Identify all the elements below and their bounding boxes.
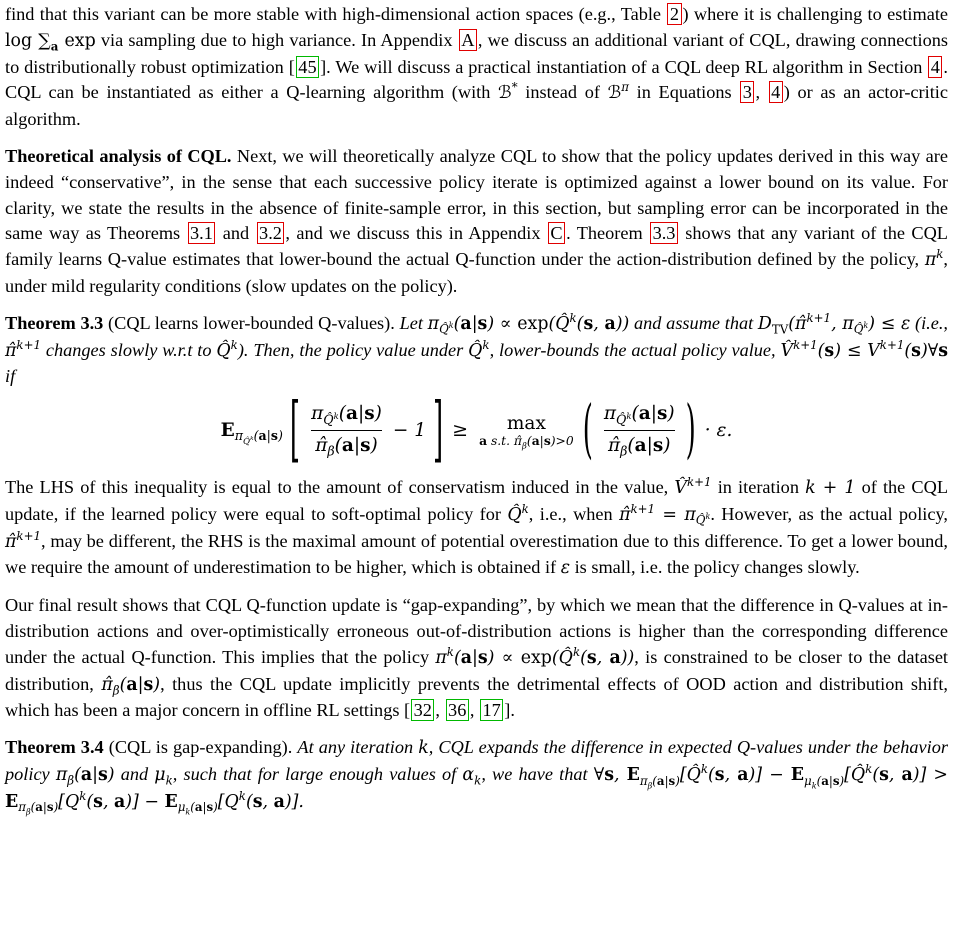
math-style-b: s <box>206 800 214 815</box>
math-inline: π̂$^{k+1}$ <box>5 528 41 552</box>
subscript: β <box>112 683 120 698</box>
text-segment: find that this variant can be more stable with high-dimensional action spaces (e.g., Table <box>5 4 667 24</box>
math-style-b: s <box>879 765 889 786</box>
math-style-b: a <box>273 791 285 812</box>
math-style-b: s <box>832 773 840 788</box>
math-style-b: s <box>270 428 278 444</box>
subscript: β <box>647 780 653 790</box>
fraction <box>307 402 386 459</box>
text-segment: of the CQL update, if the learned policy were equal to soft-optimal policy for <box>5 477 948 524</box>
math-style-b: a <box>531 433 540 449</box>
fraction-numerator: $\pi_{Q̂^k}(a|s)$ <box>603 403 675 427</box>
internal-ref-link[interactable]: 4 <box>928 56 942 78</box>
math-inline: $\pi_\beta(a|s)$ <box>55 765 115 788</box>
citation-link[interactable]: 32 <box>411 699 434 721</box>
superscript: k <box>572 645 581 660</box>
subscript: πβ(a|s) <box>639 773 680 790</box>
greater-equal-sign: ≥ <box>452 418 469 441</box>
max-condition: a s.t. $\pî_\beta(a|s)>0$ <box>479 433 574 451</box>
math-inline: $\log \sum_a$ exp <box>5 30 96 54</box>
text-segment: . Theorem <box>566 223 650 244</box>
math-style-b: a <box>345 403 358 425</box>
math-inline: Q̂$^k$ <box>216 337 238 361</box>
superscript: k+1 <box>793 337 818 352</box>
paragraph <box>5 475 948 582</box>
math-style-b: s <box>143 674 154 695</box>
math-style-b: s <box>583 313 594 334</box>
text-segment: (CQL is gap-expanding). <box>103 737 298 758</box>
text-segment: in iteration <box>711 477 806 498</box>
math-style-b: a <box>479 433 488 449</box>
theorem-equation: $E_{\pi_{Q̂^k}(a|s)}$ [ $\frac{\pi_{Q̂^k}(a|s)}{\pî_\beta(a|s)}$ − 1 ] ≥ max a s.t. $\pî_\beta(a|s)>0$ ( $\frac{\pi_{Q̂^k}(a|s)}{\pî_\beta(a|s)}$ ) · ε. <box>220 389 733 472</box>
paragraph <box>5 735 948 815</box>
superscript: k <box>238 789 246 804</box>
fraction-numerator: $\pi_{Q̂^k}(a|s)$ <box>311 403 382 427</box>
paragraph <box>5 144 948 300</box>
text-segment: changes slowly w.r.t to <box>41 339 217 360</box>
math-style-b: a <box>460 313 472 334</box>
math-style-b: s <box>824 340 835 361</box>
subscript: k <box>165 773 173 788</box>
text-segment: , we discuss an additional variant of CQL, drawing connections to distributionally robust optimization [ <box>5 29 948 77</box>
subscript: πQ̂k(a|s) <box>234 428 283 447</box>
text-segment: if <box>5 366 16 387</box>
math-style-b: a <box>821 773 829 788</box>
math-style-b: a <box>604 313 616 334</box>
internal-ref-link[interactable]: 3 <box>740 81 754 103</box>
text-segment: , we have that <box>481 764 594 785</box>
math-inline: Q̂$^k$ <box>468 337 490 361</box>
internal-ref-link[interactable]: C <box>548 222 565 244</box>
text-segment: , thus the CQL update implicitly prevents the detrimental effects of OOD action and distribution shift, which has been a major concern in offline RL settings [ <box>5 673 948 721</box>
fraction-denominator: $\pî_\beta(a|s)$ <box>311 430 382 459</box>
math-inline: π̂$^{k+1}$ = $\pi_{Q̂^k}$ <box>619 502 711 528</box>
math-inline: $\alpha_k$ <box>462 765 482 788</box>
math-style-b: a <box>50 39 59 54</box>
subscript: μk(a|s) <box>177 800 218 817</box>
superscript: k <box>863 321 869 331</box>
math-style-b: s <box>714 765 725 786</box>
subscript: Q̂k <box>439 321 454 337</box>
max-operator <box>479 412 574 451</box>
math-style-bb: E <box>790 765 805 786</box>
text-segment: . CQL can be instantiated as either a Q-learning algorithm (with <box>5 56 948 103</box>
math-style-bb: E <box>164 791 178 812</box>
math-style-b: a <box>35 800 43 815</box>
superscript: k+1 <box>806 310 832 325</box>
subscript: β <box>327 443 335 459</box>
subscript: Q̂k <box>323 411 339 427</box>
internal-ref-link[interactable]: 3.3 <box>650 222 678 244</box>
superscript: k <box>700 762 709 777</box>
math-style-r: exp <box>64 30 96 51</box>
text-segment: (i.e., <box>910 312 949 333</box>
math-style-b: a <box>341 435 354 457</box>
superscript: k <box>482 337 490 352</box>
text-segment: ]. <box>504 700 515 721</box>
text-segment: , <box>435 700 445 721</box>
subscript: Q̂k <box>695 512 711 528</box>
math-inline: k <box>418 738 429 759</box>
math-style-bb: E <box>5 791 19 812</box>
math-style-b: a <box>114 791 126 812</box>
text-segment: and <box>216 223 256 244</box>
superscript: k+1 <box>686 475 712 490</box>
math-style-b: s <box>656 403 668 425</box>
subscript: k <box>185 807 191 817</box>
superscript: k <box>250 436 254 443</box>
math-style-b: s <box>911 340 921 361</box>
text-segment: , <box>469 700 479 721</box>
fraction <box>600 402 679 459</box>
math-style-b: a <box>656 773 665 788</box>
math-inline: $\pi_{Q̂^k}(a|s)$ ∝ exp(Q̂$^k$(s, a)) <box>427 310 630 337</box>
subscript: β <box>620 443 628 459</box>
minus-one-term: − 1 <box>392 419 426 441</box>
text-segment: in Equations <box>629 82 740 103</box>
paragraph <box>5 2 948 133</box>
text-segment: , lower-bounds the actual policy value, <box>489 339 781 360</box>
text-segment: Let <box>399 312 428 333</box>
text-segment: ). Then, the policy value under <box>237 339 469 360</box>
subscript <box>772 322 788 336</box>
superscript: k+1 <box>16 528 41 543</box>
superscript: k <box>936 247 944 262</box>
internal-ref-link[interactable]: 2 <box>667 3 681 25</box>
math-style-b: s <box>97 765 108 786</box>
subscript: k <box>811 780 817 790</box>
text-segment: ) or as an actor-critic algorithm. <box>5 82 948 130</box>
math-style-bb: E <box>220 419 235 441</box>
superscript: k+1 <box>16 337 41 352</box>
internal-ref-link[interactable]: 3.1 <box>188 222 216 244</box>
superscript: k <box>333 411 339 422</box>
text-segment: Theoretical analysis of CQL. <box>5 145 232 166</box>
text-segment: Theorem 3.4 <box>5 737 104 758</box>
math-inline: ℬ* <box>498 80 518 104</box>
text-segment: ]. We will discuss a practical instantiation of a CQL deep RL algorithm in Section <box>320 56 928 77</box>
text-segment: , such that for large enough values of <box>172 764 463 785</box>
internal-ref-link[interactable]: A <box>459 29 477 51</box>
math-style-b: a <box>638 403 651 425</box>
superscript: k <box>521 502 529 517</box>
math-style-r: exp <box>517 313 549 334</box>
superscript: k+1 <box>630 502 656 517</box>
subscript: Q̂k <box>243 436 254 447</box>
superscript: k <box>569 310 577 325</box>
max-label: max <box>506 412 546 434</box>
subscript: k <box>474 773 482 788</box>
subscript: μk(a|s) <box>804 773 845 790</box>
superscript: k <box>626 411 632 422</box>
math-style-b: a <box>460 647 473 668</box>
text-segment: The LHS of this inequality is equal to the amount of conservatism induced in the value, <box>5 477 675 498</box>
math-style-b: s <box>586 647 597 668</box>
math-style-b: s <box>604 765 615 786</box>
superscript: k <box>865 762 873 777</box>
math-style-b: s <box>652 435 664 457</box>
subscript <box>51 39 59 53</box>
text-segment: instead of <box>517 82 608 103</box>
math-style-b: a <box>634 435 647 457</box>
internal-ref-link[interactable]: 4 <box>769 81 783 103</box>
superscript: k <box>79 789 87 804</box>
text-segment: , and we discuss this in Appendix <box>285 223 547 244</box>
text-segment: , may be different, the RHS is the maximal amount of potential overestimation due to this difference. To get a lower bound, we require the amount of underestimation to be higher, which is obtained if <box>5 530 948 578</box>
subscript: Q̂k <box>616 411 632 427</box>
subscript: β <box>522 440 527 451</box>
citation-link[interactable]: 17 <box>480 699 503 721</box>
superscript: k <box>230 337 238 352</box>
text-segment: and <box>114 764 155 785</box>
subscript: β <box>26 807 31 817</box>
subscript: Q̂k <box>853 321 869 337</box>
superscript: * <box>511 80 518 95</box>
math-style-b: a <box>737 765 749 786</box>
math-inline: ∀s, $E_{\pi_\beta(a|s)}[Q̂^k(s$, $a)] - E_{\mu_k(a|s)}[Q̂^k(s$, $a)] > E_{\pi_\beta(a|s)}[Q^k(s$, $a)] - E_{\mu_k(a|s)}[Q^k(s$, a)]. <box>5 762 948 817</box>
math-style-r: exp <box>520 647 552 668</box>
math-style-b: s <box>938 340 948 361</box>
math-style-b: a <box>609 647 621 668</box>
paragraph <box>5 593 948 724</box>
math-inline: ℬ$^\pi$ <box>607 80 630 104</box>
text-segment: is small, i.e. the policy changes slowly. <box>570 557 860 578</box>
math-style-b: s <box>360 435 371 457</box>
math-style-b: s <box>477 647 488 668</box>
expectation-term <box>220 418 283 447</box>
internal-ref-link[interactable]: 3.2 <box>257 222 285 244</box>
document-body <box>5 2 948 816</box>
text-segment: via sampling due to high variance. In Appendix <box>95 29 458 50</box>
epsilon-term: · ε. <box>704 419 733 441</box>
subscript: β <box>67 773 75 788</box>
text-segment: Our final result shows that CQL Q-function update is “gap-expanding”, by which we mean that the difference in Q-values at in-distribution actions and over-optimistically erroneous out-of-distribution actions is higher than the corresponding difference under the actual Q-function. This implies that the policy <box>5 595 948 667</box>
math-inline: k + 1 <box>805 478 856 499</box>
math-style-b: a <box>258 428 267 444</box>
math-style-r: log <box>5 30 33 51</box>
math-inline: V̂$^{k+1}$(s) ≤ $V^{k+1}(s)\forall s$ <box>780 337 948 361</box>
paragraph <box>5 311 948 390</box>
text-segment: . However, as the actual policy, <box>710 503 948 524</box>
subscript: πβ(a|s) <box>18 800 59 817</box>
math-style-b: s <box>668 773 676 788</box>
text-segment: , is constrained to be closer to the dataset distribution, <box>5 646 949 694</box>
text-segment: Theorem 3.3 <box>5 312 104 333</box>
superscript: k <box>448 321 454 331</box>
math-inline: $D_{TV}(\pî^{k+1}$, $\pi_{Q̂^k}) \le \varepsilon$ <box>757 310 911 337</box>
math-inline: Q̂$^k$ <box>507 502 529 525</box>
math-inline: $\pi^k(a|s)$ ∝ exp(Q̂$^k$(s, a)) <box>435 645 635 668</box>
math-style-bb: E <box>626 765 640 786</box>
text-segment: , i.e., when <box>528 503 620 524</box>
text-segment: At any iteration <box>297 737 419 758</box>
math-inline: V̂$^{k+1}$ <box>674 475 712 499</box>
math-style-b: s <box>364 403 375 425</box>
math-style-b: a <box>194 800 203 815</box>
text-segment: ) where it is challenging to estimate <box>682 4 949 24</box>
citation-link[interactable]: 36 <box>446 699 469 721</box>
math-inline: $\mu_k$ <box>154 765 173 788</box>
math-inline: π̂$^{k+1}$ <box>5 337 41 361</box>
math-style-b: a <box>901 765 913 786</box>
math-style-b: s <box>543 433 551 449</box>
superscript: k+1 <box>879 337 905 352</box>
fraction-denominator: $\pî_\beta(a|s)$ <box>604 430 675 459</box>
math-inline: $\pi^k$ <box>924 247 944 271</box>
text-segment: , CQL expands the difference in expected Q-values under the behavior policy <box>5 737 948 785</box>
superscript: k <box>705 512 711 522</box>
math-inline: ε <box>560 558 571 579</box>
text-segment: and assume that <box>629 312 758 333</box>
math-inline: $\pî_\beta(a|s)$ <box>101 674 161 698</box>
superscript: π <box>621 80 630 95</box>
math-style-b: a <box>126 674 138 695</box>
text-segment: (CQL learns lower-bounded Q-values). <box>103 312 400 333</box>
math-style-r: TV <box>771 322 789 337</box>
text-segment: shows that any variant of the CQL family learns Q-value estimates that lower-bound the actual Q-function under the action-distribution defined by the policy, <box>5 223 948 270</box>
text-segment: , <box>755 82 768 103</box>
math-style-b: s <box>46 800 54 815</box>
text-segment: Next, we will theoretically analyze CQL to show that the policy updates derived in this way are indeed “conservative”, in the sense that each successive policy iterate is optimized against a lower bound on its value. For clarity, we state the results in the absence of finite-sample error, in this section, but sampling error can be incorporated in the same way as Theorems <box>5 145 948 244</box>
text-segment: , under mild regularity conditions (slow updates on the policy). <box>5 249 948 296</box>
math-style-b: s <box>252 791 263 812</box>
superscript: k <box>446 645 454 660</box>
math-style-b: s <box>477 313 488 334</box>
citation-link[interactable]: 45 <box>296 56 319 78</box>
math-style-b: a <box>80 765 93 786</box>
math-style-b: s <box>93 791 103 812</box>
